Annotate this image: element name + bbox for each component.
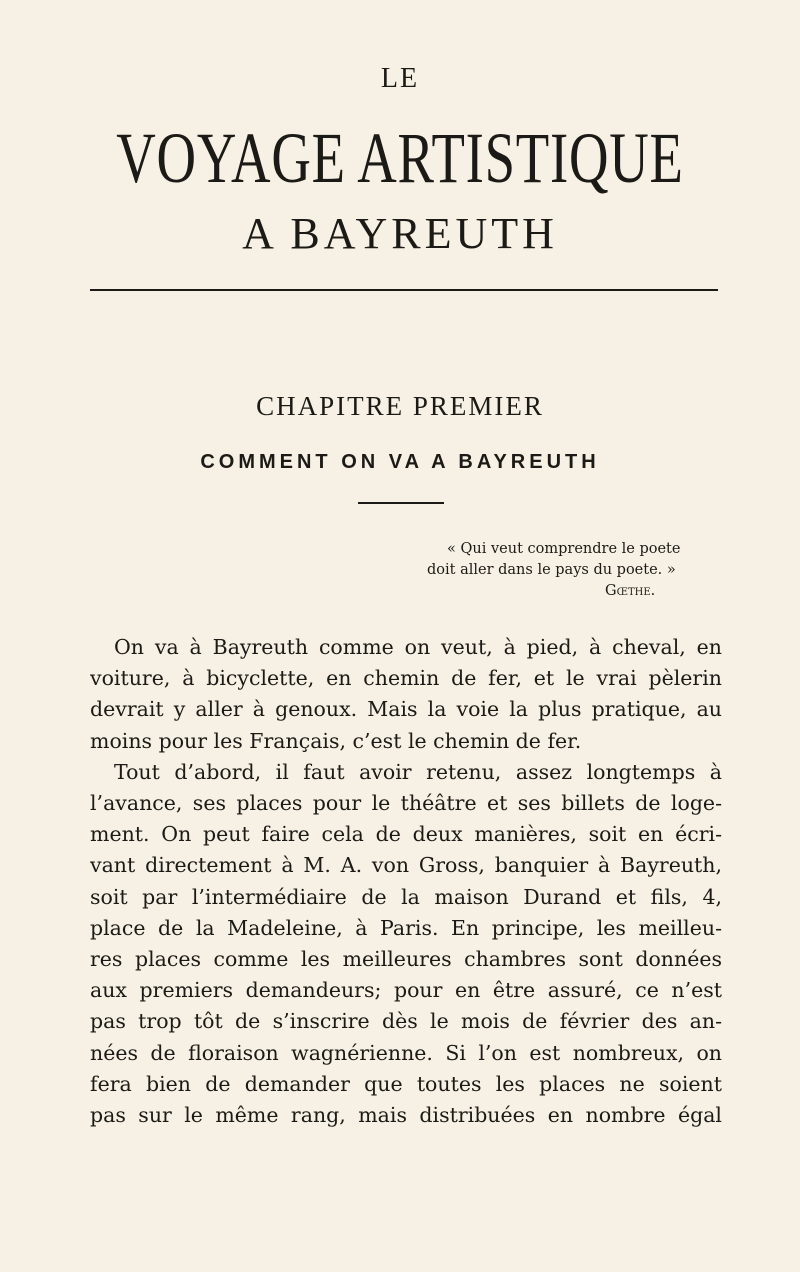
text-line: vant directement à M. A. von Gross, banquier à Bayreuth, [90, 853, 722, 878]
text-line: fera bien de demander que toutes les places ne soient [90, 1071, 722, 1096]
text-line: On va à Bayreuth comme on veut, à pied, à cheval, en [114, 635, 722, 659]
epigraph-author: Gœthe. [605, 583, 656, 599]
text-line: pas trop tôt de s’inscrire dès le mois de février des an- [90, 1009, 722, 1034]
text-line: nées de floraison wagnérienne. Si l’on est nombreux, on [90, 1040, 722, 1065]
text-line: devrait y aller à genoux. Mais la voie la plus pratique, au [90, 697, 722, 722]
book-subtitle: A BAYREUTH [242, 209, 558, 258]
body-text [90, 632, 722, 1131]
text-line: place de la Madeleine, à Paris. En principe, les meilleu- [90, 915, 722, 940]
epigraph [400, 539, 720, 602]
chapter-subtitle: COMMENT ON VA A BAYREUTH [200, 451, 600, 473]
text-line: l’avance, ses places pour le théâtre et ses billets de loge- [90, 791, 722, 816]
text-line: res places comme les meilleures chambres sont données [90, 947, 722, 972]
title-article: LE [380, 63, 420, 94]
chapter-divider [358, 502, 444, 504]
text-line: moins pour les Français, c’est le chemin de fer. [90, 728, 582, 753]
epigraph-line: « Qui veut comprendre le poete [447, 541, 681, 557]
text-line: voiture, à bicyclette, en chemin de fer, et le vrai pèlerin [90, 666, 722, 691]
chapter-title: CHAPITRE PREMIER [256, 391, 544, 421]
text-line: ment. On peut faire cela de deux manières, soit en écri- [90, 822, 722, 847]
text-line: aux premiers demandeurs; pour en être assuré, ce n’est [90, 978, 722, 1003]
text-line: pas sur le même rang, mais distribuées en nombre égal [90, 1103, 722, 1128]
title-divider [90, 289, 718, 291]
book-title: VOYAGE ARTISTIQUE [116, 118, 684, 198]
text-line: soit par l’intermédiaire de la maison Durand et fils, 4, [90, 884, 722, 909]
text-line: Tout d’abord, il faut avoir retenu, assez longtemps à [114, 759, 722, 784]
epigraph-line: doit aller dans le pays du poete. » [427, 562, 676, 578]
